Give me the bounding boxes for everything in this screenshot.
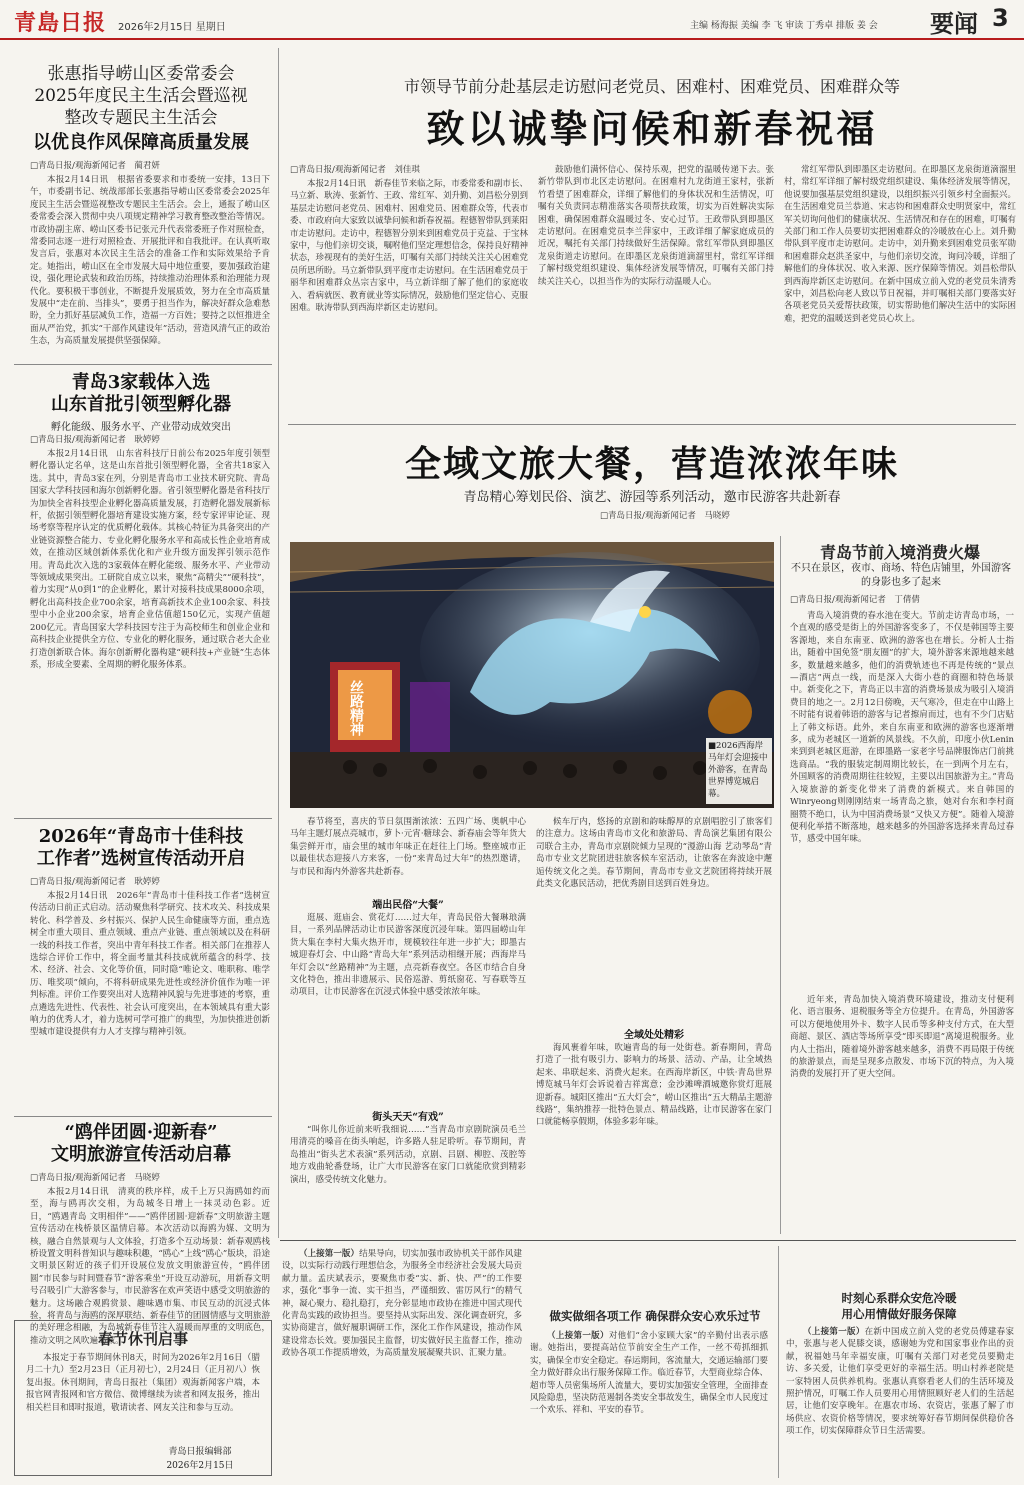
lantern-sign-text: 丝路精神 [348,680,364,736]
byline: □青岛日报/观海新闻记者 丁倩倩 [790,595,920,605]
notice-body: 本报定于春节期间休刊8天，时间为2026年2月16日（腊月二十九）至2月23日（正月初七），2月24日（正月初八）恢复出报。休刊期间，青岛日报社（集团）观海新闻客户端，本报官网青报网和官方微信、微博继续为读者和网友报务，推出相关栏目和即时报道，敬请读者、网友关注和参与互动。 [26,1353,260,1413]
article-body: 本报2月14日讯 根据省委要求和市委统一安排，13日下午，市委副书记、统战部部长张惠指导崂山区委常委会2025年度民主生活会暨巡视整改专题民主生活会。会上，通报了崂山区委常委会深入贯彻中央八项规定精神学习教育整改整治等情况。市政协副主席、崂山区委书记张元升代表常委班子作对照检查，常委同志逐一进行对照检查、开展批评和自我批评。在认真听取发言后，张惠对本次民主生活会的准备工作和实际效果给予肯定。她指出，崂山区在全市发展大局中地位重要，要加强政治建设，强化理论武装和政治历练，持续推动治理体系和治理能力现代化。要积极干事创业，不断提升发展质效，努力在全市高质量发展中“走在前、当排头”，要勇于担当作为，解决好群众急难愁盼，全力抓好基层减负工作，造福一方百姓；要持之以恒推进全面从严治党，抓实“干部作风建设年”活动，营造风清气正的政治生态，为高质量发展提供坚强保障。 [30,175,270,347]
section-subheading: 端出民俗“大餐” [372,900,444,911]
article-subtitle: 孵化能级、服务水平、产业带动成效突出 [51,422,231,433]
continued-label: （上接第一版） [547,1331,609,1341]
article-title: 青岛节前入境消费火爆 [819,543,980,562]
article-body: 本报2月14日讯 新春佳节来临之际，市委常委和副市长、马立新、耿涛、张新竹、王政、常红军、刘升勤、刘昌松分别到基层走访慰问老党员、困难村、困难党员、困难群众等，代表市委、市政府向大家致以诚挚问候和新春祝福。程德智带队到莱阳市走访慰问。走访中，程德智分别来到困难党员于克益、于宝林家中，与他们亲切交谈，嘱咐他们坚定理想信念，保持良好精神状态，珍视现有的美好生活，叮嘱有关部门持续关注关心困难党员所思所盼。马立新带队到平度市走访慰问。在生活困难党员于丽华和困难群众丛宗吉家中，马立新详细了解了他们的家庭收入、看病就医、教育就业等实际情况，鼓励他们坚定信心、克服困难。耿涛带队到西海岸新区走访慰问。 [290,179,529,314]
continued-label: （上接第一版） [803,1327,865,1337]
article-body: “叫你儿你近前来听我细说……”当青岛市京剧院演员毛兰用清亮的嗓音在街头响起，许多路人驻足聆听。春节期间，青岛推出“街头艺术表演”系列活动，京剧、吕剧、柳腔、茂腔等地方戏曲轮番登场，让广大市民游客在家门口就能欣赏到精彩演出，感受传统文化魅力。 [290,1125,526,1185]
divider [14,1116,272,1117]
article-subtitle: 青岛精心筹划民俗、演艺、游园等系列活动，邀市民游客共赴新春 [463,490,841,505]
issue-date: 2026年2月15日 星期日 [118,22,226,33]
divider [14,818,272,819]
photo-caption: ■2026西海岸马年灯会迎接中外游客，在青岛世界博览城启幕。 [706,738,772,804]
byline: □青岛日报/观海新闻记者 刘佳琪 [290,165,420,175]
article-body: 本报2月14日讯 清爽的秩序样，成千上万只海鸥如约而至，海与鸥再次交相，为岛城冬日增上一抹灵动色彩。近日，“鸥遇青岛 文明相伴”——“鸥伴团圆·迎新春”文明旅游主题宣传活动在栈桥景区温情启幕。本次活动以海鸥为媒、文明为核，融合自然景观与人文体验，打造多个互动场景：新春观鸥栈桥设置文明科普知识与趣味积趣，“鸥心”上线“鸥心”版块，沿途文明景区附近的孩子们开设展位发放文明旅游宣传，“鸥伴团圆”市民参与时间暨春节“游客乘坐”开设互动游玩，用新春文明号召吸引广大游客参与，市民游客在欢声笑语中感受文明旅游的魅力。这场融合观鸥赏景、趣味遇市集、市民互动的沉浸式体验，将青岛与海鸥的深厚联结、新春佳节的团圆情感与文明旅游的美好理念相融，为岛城新春佳节注入温暖而厚重的文明底色，推动文明之风吹遍岛城。 [30,1187,270,1346]
page-number: 3 [992,4,1009,32]
article-title-line: 2025年度民主生活会暨巡视 [34,86,248,106]
article-kicker: 市领导节前分赴基层走访慰问老党员、困难村、困难党员、困难群众等 [403,77,900,96]
article-title-line: 青岛3家载体入选 [71,372,211,393]
article-body: 青岛入境消费的春水池在变大。节前走访青岛市场，一个直观的感受是街上的外国游客变多了，不仅是韩国等主要客源地，来自东南亚、欧洲的游客也在增长。分析人士指出，随着中国免签“朋友圈”的扩大，境外游客来源地越来越多，数量越来越多，他们的消费轨迹也不再是传统的“景点—酒店”两点一线，而是深入大街小巷的商圈和特色场景中。新变化之下，青岛正以丰富的消费场景成为吸引入境消费目的地之一。2月12日傍晚，天气寒冷，但走在中山路上不时能有说着韩语的游客与记者擦肩而过，也有不少门店贴上了韩文标语。此外，来自东南亚和欧洲的游客也逐渐增多，成为老城区一道新的风景线。不久前，印度小伙Lenin来到到老城区逛游，在即墨路一家老字号品牌服饰店门前挑选商品。“我的服装定制周期比较长，在一到两个月左右，外国顾客的消费周期往往较短，主要以出国旅游为主。”青岛入境旅游的新变化带来了消费的新模式。来自韩国的Winryeong则刚刚结束一场青岛之旅，她对台东和李村商圈赞不绝口，认为中国消费场景“又快又方便”。随着入境游便利化举措不断落地，越来越多的外国游客选择来青岛过春节，感受中国年味。 [790,611,1014,845]
section-subheading: 全域处处精彩 [624,1030,684,1041]
article-body: 候车厅内，悠扬的京剧和韵味醇厚的京剧唱腔引了旅客们的注意力。这场由青岛市文化和旅游局、青岛演艺集团有限公司联合主办，青岛市京剧院倾力呈现的“漫游山海 艺动琴岛”青岛市专业文艺院团进驻旅客候车室活动，让旅客在奔波途中邂逅传统文化之美。春节期间，青岛市专业文艺院团将持续开展此类文化惠民活动，把优秀剧目送到百姓身边。 [536,817,772,890]
article-title-line: 用心用情做好服务保障 [841,1307,957,1321]
byline: □青岛日报/观海新闻记者 马晓婷 [30,1173,160,1183]
byline: □青岛日报/观海新闻记者 耿婷婷 [30,435,160,445]
article-title-line: 文明旅游宣传活动启幕 [51,1144,231,1165]
notice-date: 2026年2月15日 [166,1461,234,1471]
column-divider [778,1246,779,1478]
continued-article: （上接第一版）对他们“舍小家顾大家”的辛勤付出表示感谢。她指出，要提高站位节前安全生产工作，一丝不苟抓细抓实，确保全市安全稳定。春运期间，客流量大，交通运输部门要全力做好群众出行服务保障工作。临近春节，大型商业综合体、超市等人员密集场所人流量大，要切实加强安全管理，全面排查风险隐患，坚决防范遏制各类安全事故发生，确保全市人民度过一个欢乐、祥和、平安的春节。 [530,1331,769,1416]
continued-article: （上接第一版）在新中国成立前入党的老党员傅建春家中，张惠与老人促膝交谈，感谢她为党和国家事业作出的贡献，祝福她马年幸福安康，叮嘱有关部门对老党员要勤走访、多关爱，让他们享受更好的幸福生活。明山村养老院是一家特困人员供养机构。张惠认真察看老人们的生活环境及照护情况，叮嘱工作人员要用心用情照顾好老人们的生活起居，让他们安享晚年。在惠农市场、农资店，张惠了解了市场供应、农资价格等情况，要求统筹好春节期间保供稳价各项工作，切实保障群众节日生活需要。 [786,1327,1014,1437]
notice-signature: 青岛日报编辑部 [168,1447,232,1457]
lantern-festival-photo [290,542,774,808]
article-body: 鼓励他们满怀信心、保持乐观，把党的温暖传递下去。张新竹带队到市北区走访慰问。在困难村九龙街道王家村，张新竹看望了困难群众，详细了解他们的身体状况和生活情况，叮嘱有关负责同志精准落实各项帮扶政策，切实为百姓解决实际困难，确保困难群众温暖过冬、安心过节。王政带队到即墨区走访慰问。在困难党员李兰萍家中，王政详细了解家庭成员的近况，嘱托有关部门持续做好生活保障。常红军带队到即墨区龙泉街道走访慰问。在即墨区龙泉街道滴溜里村，常红军详细了解村级党组织建设、集体经济发展等情况，叮嘱有关部门持续关注关心，以担当作为的实际行动温暖人心。 [538,165,774,287]
article-body: 逛展、逛庙会、赏花灯……过大年，青岛民俗大餐琳琅满目，一系列品牌活动让市民游客深度沉浸年味。第四届崂山年货大集在李村大集火热开市，规模较往年进一步扩大；即墨古城迎春灯会、中山路“青岛大年”系列活动相继开展；西海岸马年灯会以“丝路精神”为主题，点亮新春夜空。各区市结合自身文化特色，推出非遗展示、民俗巡游、剪纸窗花、写春联等互动项目，让市民游客在沉浸式体验中感受浓浓年味。 [290,913,526,998]
headline: 全域文旅大餐，营造浓浓年味 [404,443,899,485]
editor-credits: 主编 杨海振 美编 李 飞 审读 丁秀卓 排版 姜 会 [690,21,878,31]
newspaper-logo: 青島日报 [14,10,107,36]
article-title: 做实做细各项工作 确保群众安心欢乐过节 [549,1309,761,1323]
article-body: 近年来，青岛加快入境消费环境建设，推动支付便利化、语言服务、退税服务等全方位提升。在青岛，外国游客可以方便地使用外卡、数字人民币等多种支付方式，在大型商超、景区、酒店等场所享受“即买即退”离境退税服务。业内人士指出，随着境外游客越来越多，消费不再局限于传统的旅游景点，而是呈现多点散发、市场下沉的特点，为入境消费的发展打开了更大空间。 [790,995,1014,1080]
photo-illustration [290,542,774,808]
column-divider [278,48,279,1238]
article-title-line: 山东首批引领型孵化器 [51,394,231,415]
byline: □青岛日报/观海新闻记者 蔺君妍 [30,161,160,171]
article-title-line: 时刻心系群众安危冷暖 [841,1291,957,1305]
continued-article: （上接第一版）结果导向，切实加强市政协机关干部作风建设，以实际行动践行理想信念，为服务全市经济社会发展大局贡献力量。孟庆斌表示，要聚焦市委“实、新、快、严”的工作要求，强化“事争一流、实干担当，严谨细致、雷厉风行”的精气神，凝心聚力、稳扎稳打，充分彰显地市政协在推进中国式现代化青岛实践的政协担当。要坚持从实际出发、深化调查研究，多实协商建言，做好履职调研工作，深化工作作风建设，推动作风建设常态长效。要加强民主监督，切实做好民主监督工作，推动政协各项工作提质增效，为高质量发展凝聚共识、汇聚力量。 [282,1249,522,1359]
article-title-line: “鸥伴团圆·迎新春” [64,1122,218,1143]
column-divider [780,536,781,1234]
article-body: 常红军带队到即墨区走访慰问。在即墨区龙泉街道滴溜里村，常红军详细了解村级党组织建设、集体经济发展等情况，他说要加强基层党组织建设，以组织振兴引领乡村全面振兴。在生活困难党员兰恭道、宋志钧和困难群众史明贤家中，常红军关切询问他们的健康状况、生活情况和存在的困难，叮嘱有关部门和工作人员要切实把困难群众的冷暖放在心上。刘升勤带队到平度市走访慰问。走访中，刘升勤来到困难党员张军勋和困难群众赵洪圣家中，与他们亲切交流，询问冷暖，详细了解他们的身体状况、收入来源、医疗保障等情况。刘昌松带队到西海岸新区走访慰问。在新中国成立前入党的老党员朱清秀家中，刘昌松向老人致以节日祝福，并叮嘱相关部门要落实好各项老党员关爱帮扶政策，切实帮助他们解决生活中的实际困难，把党的温暖送到老党员心坎上。 [784,165,1016,324]
divider [280,1240,1016,1241]
notice-title: 春节休刊启事 [97,1330,188,1348]
article-body: 海风裹着年味，吹遍青岛的每一处街巷。新春期间，青岛打造了一批有吸引力、影响力的场景、活动、产品，让全域热起来、串联起来、消费火起来。在西海岸新区，中铁·青岛世界博览城马年灯会诉说着吉祥寓意；金沙滩啤酒城邀你赏灯逛展迎新春。城阳区推出“五大灯会”，崂山区推出“五大精品主题游线路”，集纳推荐一批特色景点、精品线路，让市民游客在家门口就能畅享假期，体验多彩年味。 [536,1043,772,1128]
article-title-line: 整改专题民主生活会 [64,108,218,128]
divider [14,364,272,365]
divider [288,424,1016,425]
article-title-line: 工作者”选树宣传活动开启 [36,848,246,869]
byline: □青岛日报/观海新闻记者 马晓婷 [600,511,730,521]
article-body: 本报2月14日讯 2026年“青岛市十佳科技工作者”选树宣传活动日前正式启动。活动聚焦科学研究、技术攻关、科技成果转化、科学普及、乡村振兴、保护人民生命健康等方面，重点选树全市重大项目、重点领域、重点产业链、重点领域以及在科研一线的科技工作者，突出中青年科技工作者。相关部门在推荐人选综合评价工作中，将全面考量其科技成就所蕴含的科学、技术、经济、社会、文化等价值，同时隐“唯论文、唯职称、唯学历、唯奖项”倾向，不将科研成果先进性或经济价值作为唯一评判标准。评价工作要突出对人选精神风貌与先进事迹的考察，重点遴选先进性、代表性、社会认可度突出，在本领域具有重大影响力的优秀人才，着力选树可学可推广的典型，为加快推进创新型城市建设提供有力人才支撑与精神引领。 [30,891,270,1038]
section-subheading: 街头天天“有戏” [372,1112,444,1123]
headline: 致以诚挚问候和新春祝福 [426,106,878,151]
article-intro: 春节将至，喜庆的节日氛围渐浓浓：五四广场、奥帆中心马年主题灯展点亮城市，萝卜·元宵·糖球会、新春庙会等年货大集尝鲜开市，庙会里的城市年味正在赶往上门场。整座城市正以最佳状态迎接八方来客，一份“来青岛过大年”的热烈邀请，与市民和海内外游客共赴新春。 [290,817,526,877]
article-title-line: 2026年“青岛市十佳科技 [38,826,244,847]
article-subtitle: 以优良作风保障高质量发展 [33,132,249,153]
article-body: 本报2月14日讯 山东省科技厅日前公布2025年度引领型孵化器认定名单，这是山东首批引领型孵化器，全省共18家入选。其中，青岛3家在列，分别是青岛市工业技术研究院、青岛国家大学科技园和海尔创新孵化器。省引领型孵化器是省科技厅为加快全省科技型企业孵化器高质量发展，打造孵化器发展新标杆，依据引领型孵化器培育建设实施方案，经专家评审论证、现场考察等程序认定的优质孵化载体。其核心特征为具备突出的产业链资源整合能力、专业化孵化服务水平和高成长性企业培育成效，在推动区域创新体系优化和产业升级方面发挥引领示范作用。青岛此次入选的3家载体在孵化能级、服务水平、产业带动等领域成果突出。工研院自成立以来，聚焦“高精尖”“硬科技”，着力实现“从0到1”的企业孵化，累计对接科技成果8000余项，孵化出高科技企业700余家，培育高新技术企业100余家、科技型中小企业200余家，培育企业估值超150亿元，实现产值超200亿元。青岛国家大学科技园专注于为高校师生和创业企业和高科技企业提供全方位、专业化的孵化服务，通过联合老大企业打造创新联合体。海尔创新孵化器构建“硬科技+产业链”生态体系，形成全要素、全周期的孵化服务体系。 [30,449,270,670]
article-title-line: 张惠指导崂山区委常委会 [47,64,235,84]
continued-label: （上接第一版） [299,1249,360,1259]
article-subtitle: 不只在景区，夜市、商场、特色店铺里，外国游客的身影也多了起来 [791,563,1011,588]
section-name: 要闻 [930,10,978,38]
byline: □青岛日报/观海新闻记者 耿婷婷 [30,877,160,887]
